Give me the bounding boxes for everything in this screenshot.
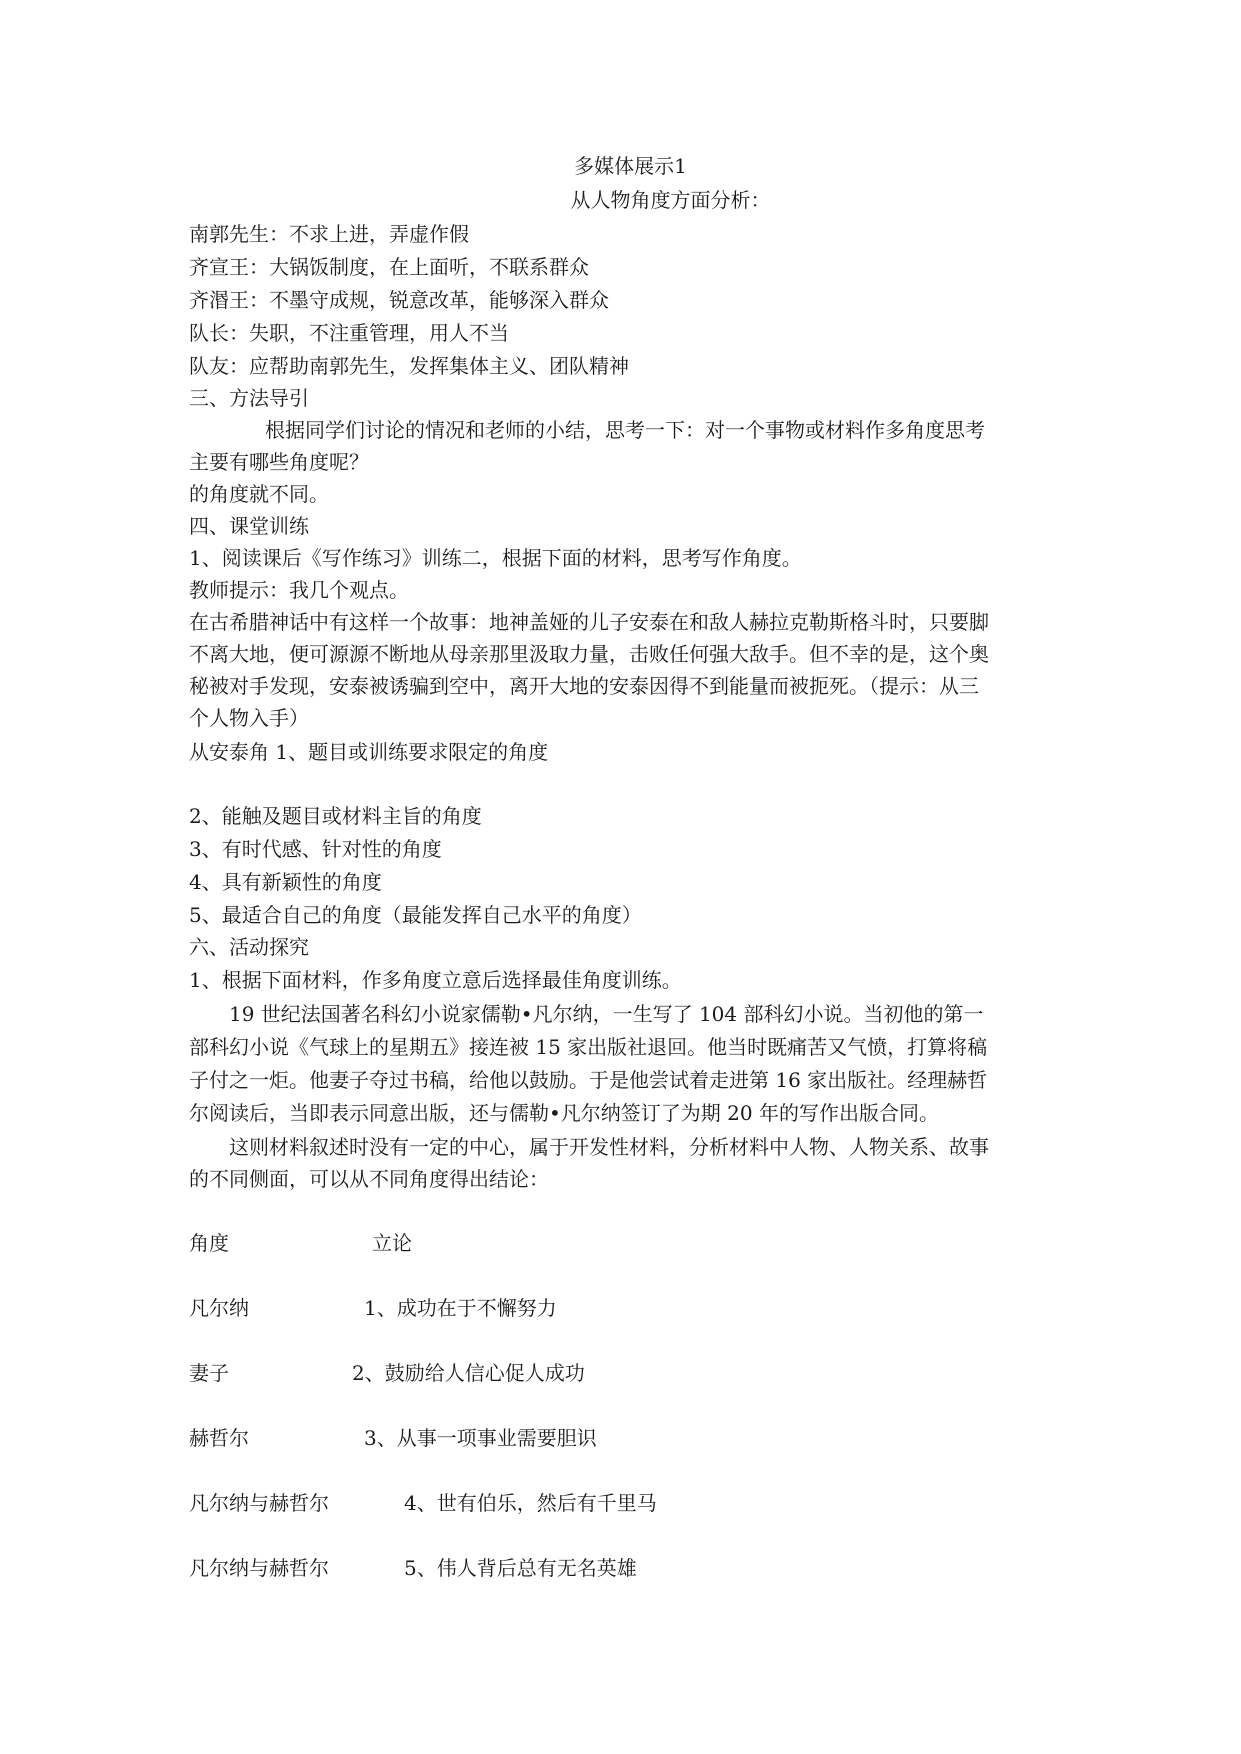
table-cell-thesis: 5、伟人背后总有无名英雄 <box>404 1556 637 1580</box>
material-line: 子付之一炬。他妻子夺过书稿，给他以鼓励。于是他尝试着走进第 16 家出版社。经理赫哲 <box>189 1068 988 1092</box>
page-title: 多媒体展示1 <box>574 154 687 178</box>
exercise-item: 1、阅读课后《写作练习》训练二，根据下面的材料，思考写作角度。 <box>189 546 802 570</box>
angle-item: 从安泰角 1、题目或训练要求限定的角度 <box>189 740 549 764</box>
story-line: 在古希腊神话中有这样一个故事：地神盖娅的儿子安泰在和敌人赫拉克勒斯格斗时，只要脚 <box>189 610 989 634</box>
section-heading: 六、活动探究 <box>189 935 309 959</box>
story-line: 秘被对手发现，安泰被诱骗到空中，离开大地的安泰因得不到能量而被扼死。（提示：从三 <box>189 674 979 698</box>
table-cell-angle: 妻子 <box>189 1361 229 1385</box>
character-line: 齐湣王：不墨守成规，锐意改革，能够深入群众 <box>189 288 609 312</box>
table-header-angle: 角度 <box>189 1231 229 1255</box>
character-line: 队长：失职，不注重管理，用人不当 <box>189 321 509 345</box>
angle-item: 3、有时代感、针对性的角度 <box>189 837 442 861</box>
angle-item: 4、具有新颖性的角度 <box>189 870 382 894</box>
angle-item: 5、最适合自己的角度（最能发挥自己水平的角度） <box>189 903 642 927</box>
teacher-hint: 教师提示：我几个观点。 <box>189 578 409 602</box>
paragraph-line: 根据同学们讨论的情况和老师的小结，思考一下：对一个事物或材料作多角度思考 <box>265 418 985 442</box>
character-line: 齐宣王：大锅饭制度，在上面听，不联系群众 <box>189 255 589 279</box>
table-cell-angle: 凡尔纳与赫哲尔 <box>189 1556 329 1580</box>
table-cell-thesis: 1、成功在于不懈努力 <box>364 1296 557 1320</box>
table-cell-angle: 凡尔纳 <box>189 1296 249 1320</box>
table-cell-angle: 凡尔纳与赫哲尔 <box>189 1491 329 1515</box>
material-line: 19 世纪法国著名科幻小说家儒勒•凡尔纳，一生写了 104 部科幻小说。当初他的第一 <box>229 1002 984 1026</box>
table-header-thesis: 立论 <box>372 1231 412 1255</box>
table-cell-thesis: 4、世有伯乐，然后有千里马 <box>404 1491 657 1515</box>
analysis-line: 这则材料叙述时没有一定的中心，属于开发性材料，分析材料中人物、人物关系、故事 <box>229 1135 989 1159</box>
table-cell-thesis: 3、从事一项事业需要胆识 <box>364 1426 597 1450</box>
character-line: 队友：应帮助南郭先生，发挥集体主义、团队精神 <box>189 354 629 378</box>
paragraph-line: 主要有哪些角度呢？ <box>189 450 369 474</box>
material-line: 部科幻小说《气球上的星期五》接连被 15 家出版社退回。他当时既痛苦又气愤，打算将稿 <box>189 1035 988 1059</box>
activity-item: 1、根据下面材料，作多角度立意后选择最佳角度训练。 <box>189 968 682 992</box>
table-cell-angle: 赫哲尔 <box>189 1426 249 1450</box>
section-heading: 三、方法导引 <box>189 386 309 410</box>
angle-item: 2、能触及题目或材料主旨的角度 <box>189 804 482 828</box>
paragraph-line: 的角度就不同。 <box>189 482 329 506</box>
story-line: 个人物入手） <box>189 706 309 730</box>
story-line: 不离大地，便可源源不断地从母亲那里汲取力量，击败任何强大敌手。但不幸的是，这个奥 <box>189 642 989 666</box>
material-line: 尔阅读后，当即表示同意出版，还与儒勒•凡尔纳签订了为期 20 年的写作出版合同。 <box>189 1101 939 1125</box>
analysis-line: 的不同侧面，可以从不同角度得出结论： <box>189 1167 549 1191</box>
table-cell-thesis: 2、鼓励给人信心促人成功 <box>352 1361 585 1385</box>
section-heading: 四、课堂训练 <box>189 514 309 538</box>
page-subtitle: 从人物角度方面分析： <box>570 188 771 212</box>
character-line: 南郭先生：不求上进，弄虚作假 <box>189 222 469 246</box>
